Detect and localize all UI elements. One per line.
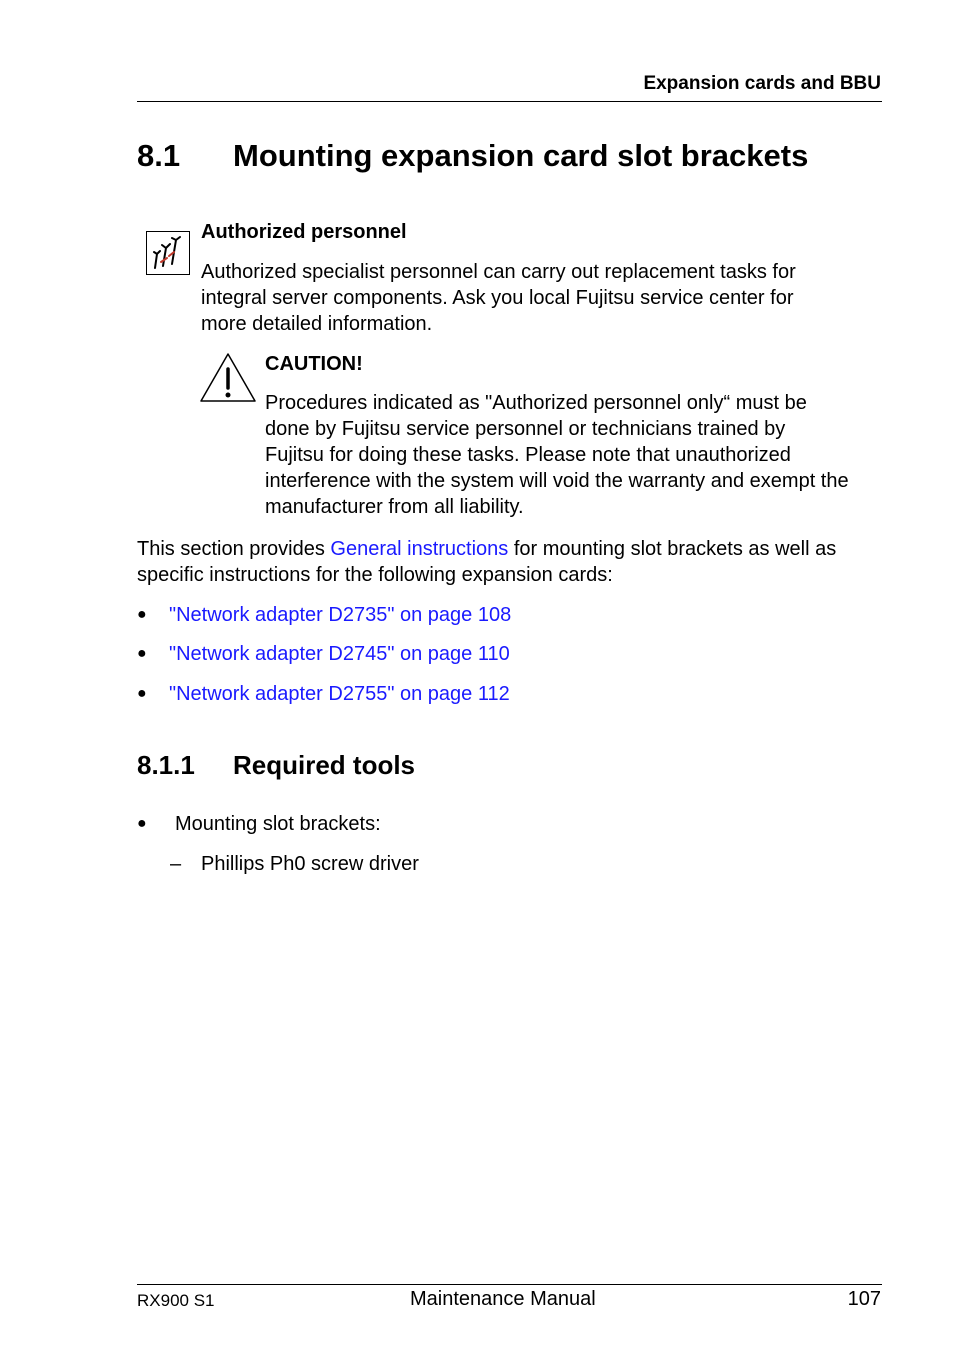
link-network-adapter-d2755[interactable]: "Network adapter D2755" on page 112 [169,683,510,705]
caution-title: CAUTION! [265,353,363,375]
tools-subitem: Phillips Ph0 screw driver [201,853,419,875]
caution-line: Procedures indicated as "Authorized personnel only“ must be [265,392,807,414]
header-rule [137,101,882,102]
link-network-adapter-d2735[interactable]: "Network adapter D2735" on page 108 [169,604,512,626]
intro-line: This section provides General instructions for mounting slot brackets as well as [137,538,837,560]
subsection-number: 8.1.1 [137,750,195,780]
link-network-adapter-d2745[interactable]: "Network adapter D2745" on page 110 [169,643,510,665]
footer-rule [137,1284,882,1285]
caution-line: Fujitsu for doing these tasks. Please note that unauthorized [265,444,791,466]
bullet-icon: ● [137,815,147,832]
running-header: Expansion cards and BBU [643,73,881,94]
caution-line: interference with the system will void the warranty and exempt the [265,470,849,492]
bullet-icon: ● [137,685,147,702]
section-title: Mounting expansion card slot brackets [233,138,809,173]
bullet-icon: ● [137,645,147,662]
bullet-icon: ● [137,606,147,623]
section-number: 8.1 [137,138,181,173]
page-number: 107 [847,1288,881,1310]
authorized-title: Authorized personnel [201,221,407,243]
subsection-title: Required tools [233,750,416,780]
authorized-line: more detailed information. [201,313,433,335]
general-instructions-link[interactable]: General instructions [330,538,509,560]
caution-text [265,390,849,520]
intro-paragraph [137,536,836,588]
authorized-line: integral server components. Ask you local Fujitsu service center for [201,287,794,309]
intro-line: specific instructions for the following expansion cards: [137,564,613,586]
wrench-tools-icon [146,231,190,275]
authorized-line: Authorized specialist personnel can carry out replacement tasks for [201,261,796,283]
footer-model: RX900 S1 [137,1291,215,1310]
authorized-text [201,259,796,337]
caution-line: done by Fujitsu service personnel or technicians trained by [265,418,786,440]
caution-line: manufacturer from all liability. [265,496,524,518]
warning-triangle-icon [199,352,257,409]
footer-manual-title: Maintenance Manual [410,1288,596,1310]
dash-marker: – [170,853,182,875]
tools-item: Mounting slot brackets: [175,813,381,835]
